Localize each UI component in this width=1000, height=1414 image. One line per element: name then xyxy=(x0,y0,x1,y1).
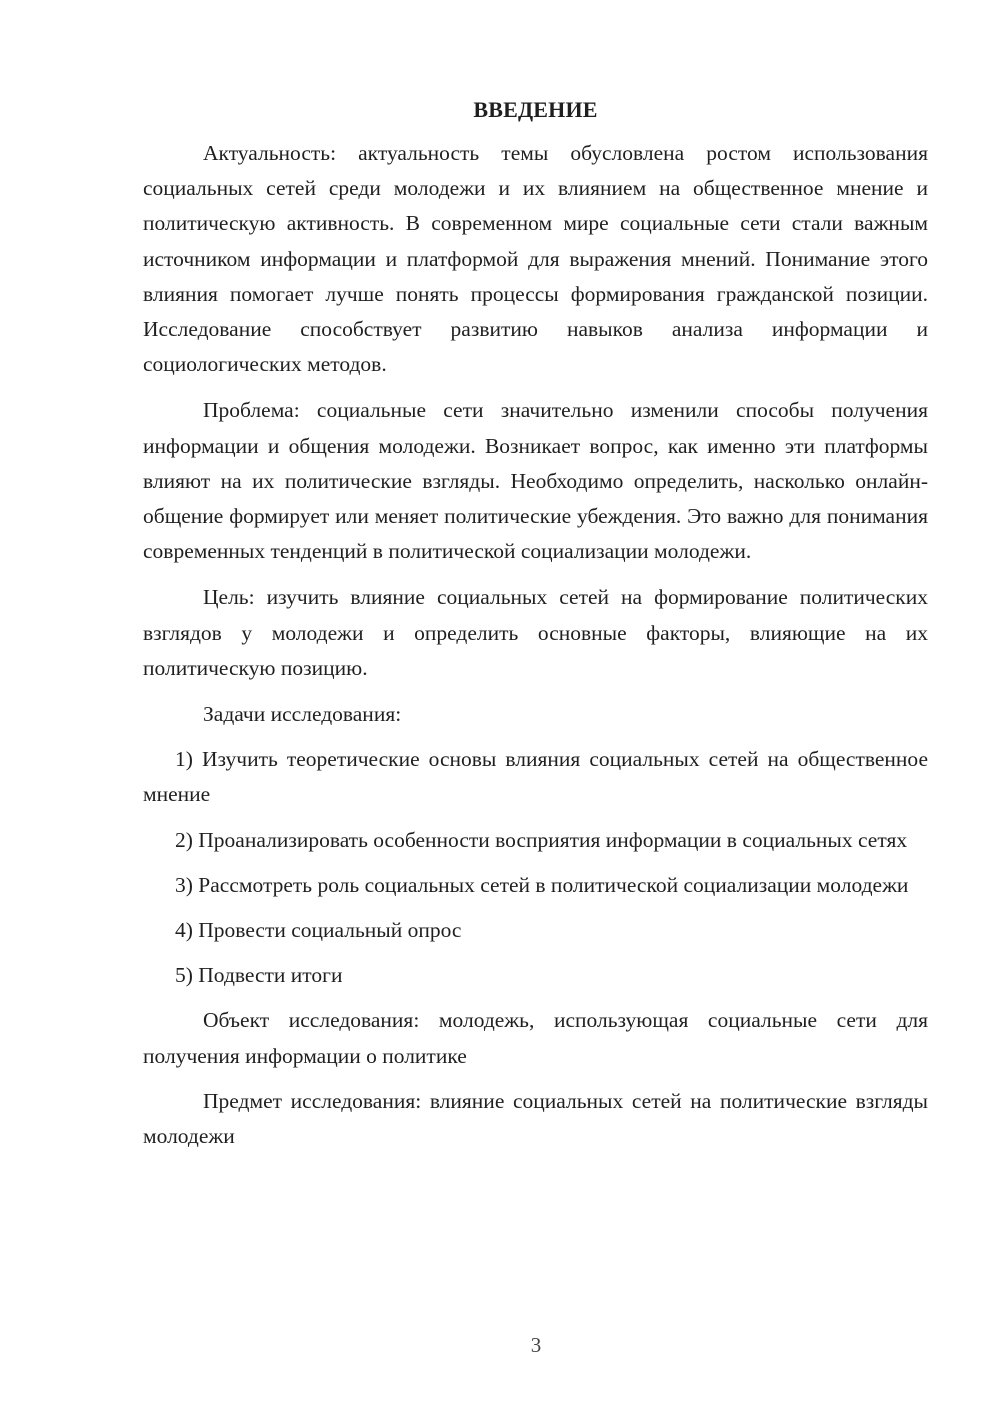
document-page xyxy=(143,95,928,1165)
page-title: ВВЕДЕНИЕ xyxy=(473,97,598,122)
task-item: 2) Проанализировать особенности восприятия информации в социальных сетях xyxy=(175,827,908,852)
task-item: 5) Подвести итоги xyxy=(175,963,343,988)
task-item: 4) Провести социальный опрос xyxy=(175,918,462,943)
paragraph-relevance: Актуальность: актуальность темы обусловлена ростом использования социальных сетей среди молодежи и их влиянием на общественное мнение и политическую активность. В современном мире социальные сети стали важным источником информации и платформой для выражения мнений. Понимание этого влияния помогает лучше понять процессы формирования гражданской позиции. Исследование способствует развитию навыков анализа информации и социологических методов. xyxy=(143,141,928,377)
paragraph-subject: Предмет исследования: влияние социальных сетей на политические взгляды молодежи xyxy=(143,1088,928,1149)
paragraph-problem: Проблема: социальные сети значительно изменили способы получения информации и общения молодежи. Возникает вопрос, как именно эти платформы влияют на их политические взгляды. Необходимо определить, насколько онлайн-общение формирует или меняет политические убеждения. Это важно для понимания современных тенденций в политической социализации молодежи. xyxy=(143,398,928,564)
paragraph-tasks-heading: Задачи исследования: xyxy=(203,702,402,727)
paragraph-goal: Цель: изучить влияние социальных сетей на формирование политических взглядов у молодежи и определить основные факторы, влияющие на их политическую позицию. xyxy=(143,585,928,680)
task-item: 1) Изучить теоретические основы влияния социальных сетей на общественное мнение xyxy=(143,747,928,807)
paragraph-object: Объект исследования: молодежь, использующая социальные сети для получения информации о политике xyxy=(143,1008,928,1068)
task-item: 3) Рассмотреть роль социальных сетей в политической социализации молодежи xyxy=(175,872,909,897)
page-number: 3 xyxy=(530,1333,542,1357)
